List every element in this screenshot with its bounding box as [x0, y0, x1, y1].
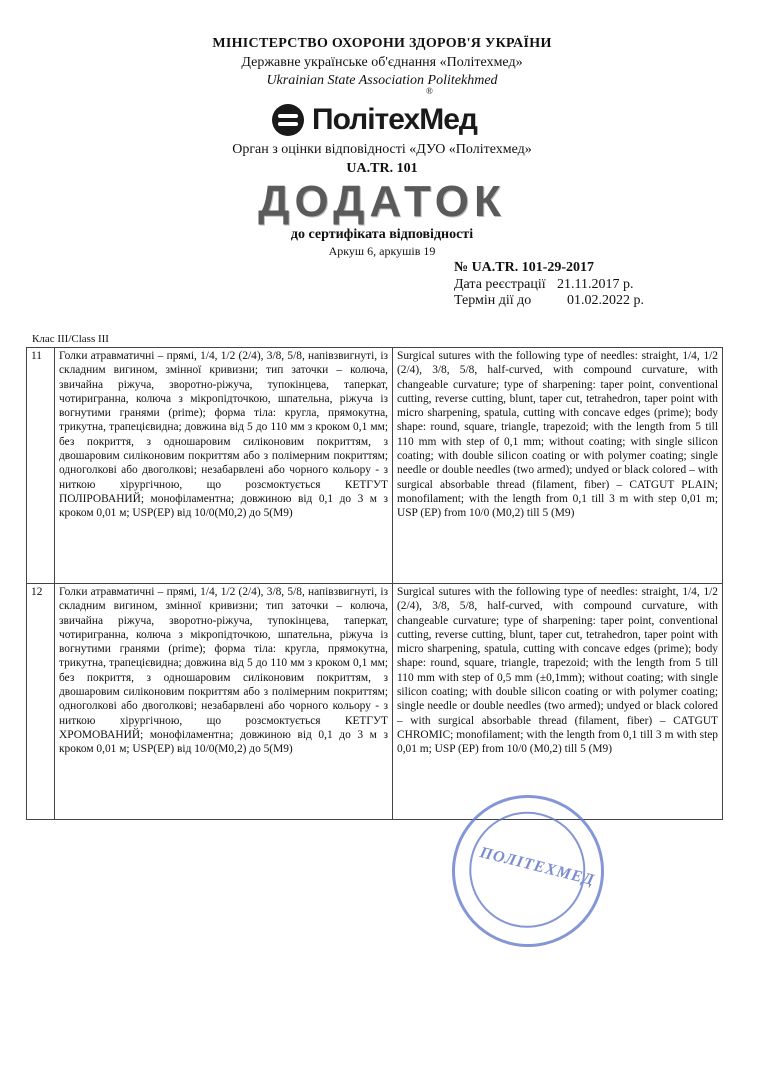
description-en: Surgical sutures with the following type of needles: straight, 1/4, 1/2 (2/4), 3/8, 5/8, half-curved, with compound curvature, with changeable curvature; type of sharpening: taper point, conventional cutting, reverse cutting, blunt, taper cut, tetrahedron, taper point with micro sharpening, spatula, cutting with concave edges (prime); body shape: round, square, triangle, trapezoid; with the length from 5 till 110 mm with step of 0,5 mm (±0,1mm); without coating; with single silicon coating; with double silicon coating or with polymer coating; single needle or double needles (two armed); undyed or black colored – with surgical absorbable thread (filament, fiber) – CATGUT CHROMIC; monofilament; with the length from 0,1 till 3 m with step 0,01 m; USP (EP) from 10/0 (M0,2) till 5 (M9): [393, 584, 723, 820]
products-table: [26, 347, 723, 820]
row-number: 11: [27, 348, 55, 584]
registration-date: 21.11.2017 р.: [557, 277, 634, 292]
logo-text: ПолітехМед: [312, 103, 477, 136]
certificate-number: № UA.TR. 101-29-2017: [454, 260, 595, 275]
valid-until-date: 01.02.2022 р.: [567, 293, 644, 308]
document-subtitle: до сертифіката відповідності: [290, 227, 474, 242]
class-label: Клас ІІІ/Class III: [32, 333, 109, 345]
document-title: ДОДАТОК: [258, 177, 506, 226]
ministry-heading: МІНІСТЕРСТВО ОХОРОНИ ЗДОРОВ'Я УКРАЇНИ: [212, 36, 552, 51]
organ-name: Орган з оцінки відповідності «ДУО «Політехмед»: [232, 142, 532, 157]
organ-code: UA.TR. 101: [346, 161, 418, 176]
logo-icon: [272, 104, 304, 136]
association-name-ua: Державне українське об'єднання «Політехмед»: [241, 55, 523, 70]
valid-until-line: [454, 293, 644, 309]
registration-label: Дата реєстрації: [454, 277, 546, 292]
politekhmed-logo: [272, 102, 477, 138]
registered-mark: ®: [426, 86, 433, 96]
table-row: [27, 584, 723, 820]
registration-date-line: [454, 277, 634, 293]
description-ua: Голки атравматичні – прямі, 1/4, 1/2 (2/4), 3/8, 5/8, напівзвигнуті, із складним вигином, змінної кривизни; тип заточки – колюча, звичайна ріжуча, зворотно-ріжуча, тупокінцева, таперкат, чотиригранна, колюча з мікропідточкою, шпательна, ріжуча із вогнутими гранями (prime); форма тіла: кругла, прямокутна, трикутна, трапецієвидна; довжина від 5 до 110 мм з кроком 0,1 мм; без покриття, з одношаровим силіконовим покриттям, з двошаровим силіконовим покриттям або з полімерним покриттям; одноголкові або двоголкові; незабарвлені або чорного кольору - з ниткою хірургічною, що розсмоктується КЕТГУТ ПОЛІРОВАНИЙ; монофіламентна; довжиною від 0,1 до 3 м з кроком 0,01 м; USP(EP) від 10/0(M0,2) до 5(M9): [55, 348, 393, 584]
description-ua: Голки атравматичні – прямі, 1/4, 1/2 (2/4), 3/8, 5/8, напівзвигнуті, із складним вигином, змінної кривизни; тип заточки – колюча, звичайна ріжуча, зворотно-ріжуча, тупокінцева, таперкат, чотиригранна, колюча з мікропідточкою, шпательна, ріжуча із вогнутими гранями (prime); форма тіла: кругла, прямокутна, трикутна, трапецієвидна; довжина від 5 до 110 мм з кроком 0,1 мм; без покриття, з одношаровим силіконовим покриттям, з двошаровим силіконовим покриттям або з полімерним покриттям; одноголкові або двоголкові; незабарвлені або чорного кольору - з ниткою хірургічною, що розсмоктується КЕТГУТ ХРОМОВАНИЙ; монофіламентна; довжиною від 0,1 до 3 м з кроком 0,01 м; USP(EP) від 10/0(M0,2) до 5(M9): [55, 584, 393, 820]
table-row: [27, 348, 723, 584]
sheet-number: Аркуш 6, аркушів 19: [328, 244, 436, 258]
stamp-text: ПОЛІТЕХМЕД: [478, 844, 597, 890]
row-number: 12: [27, 584, 55, 820]
valid-until-label: Термін дії до: [454, 293, 532, 308]
description-en: Surgical sutures with the following type of needles: straight, 1/4, 1/2 (2/4), 3/8, 5/8, half-curved, with compound curvature, with changeable curvature; type of sharpening: taper point, conventional cutting, reverse cutting, blunt, taper cut, tetrahedron, taper point with micro sharpening, spatula, cutting with concave edges (prime); body shape: round, square, triangle, trapezoid; with the length from 5 till 110 mm with step of 0,1 mm; without coating; with single silicon coating; with double silicon coating or with polymer coating; single needle or double needles (two armed); undyed or black colored – with surgical absorbable thread (filament, fiber) – CATGUT PLAIN; monofilament; with the length from 0,1 till 3 m with step 0,01 m; USP (EP) from 10/0 (M0,2) till 5 (M9): [393, 348, 723, 584]
association-name-en: Ukrainian State Association Politekhmed: [266, 73, 498, 88]
